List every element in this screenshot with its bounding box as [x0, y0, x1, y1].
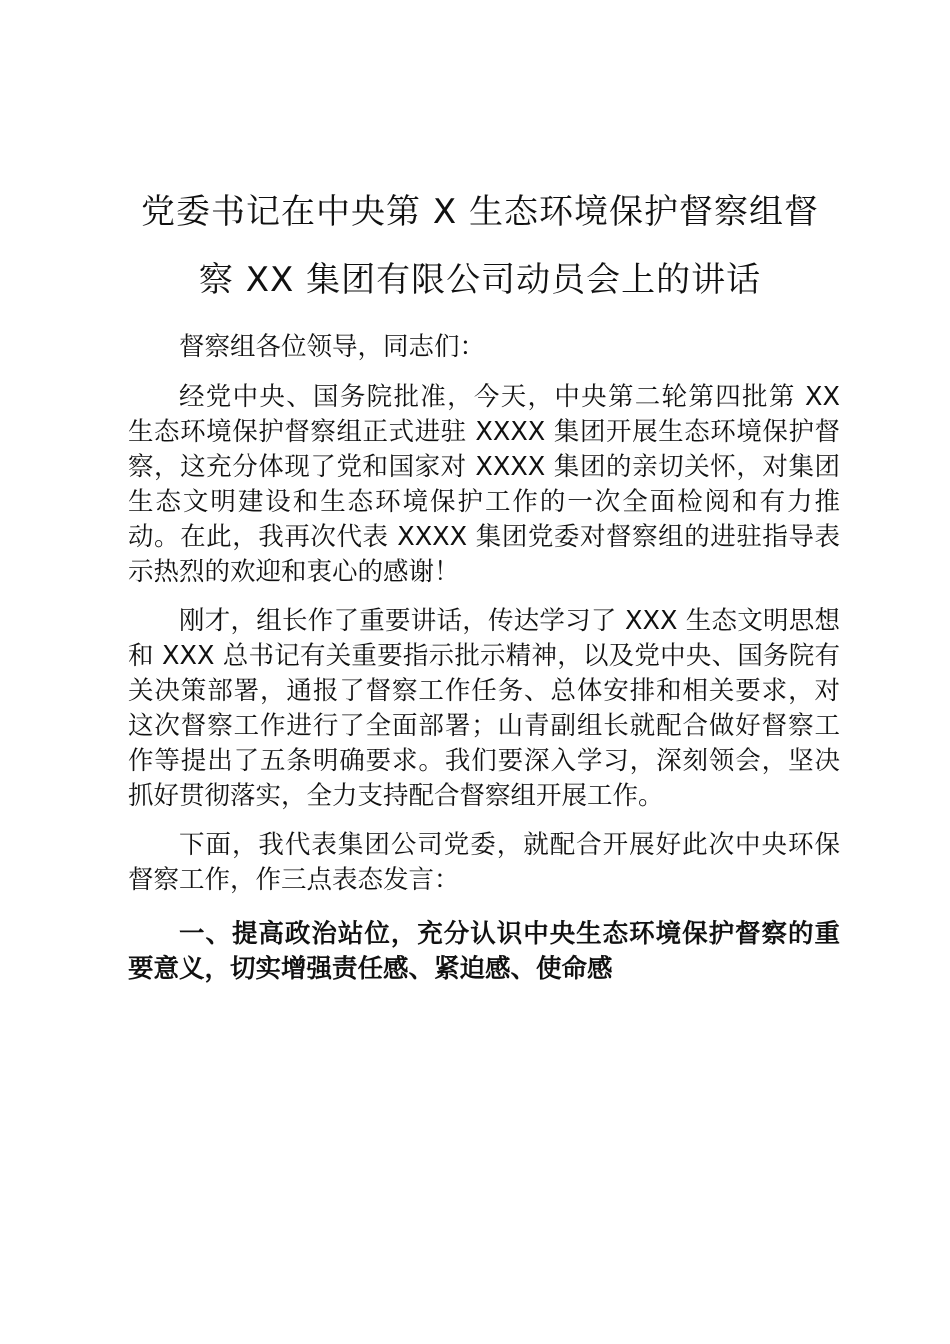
- paragraph-1: 经党中央、国务院批准，今天，中央第二轮第四批第 XX 生态环境保护督察组正式进驻 XXXX 集团开展生态环境保护督察，这充分体现了党和国家对 XXXX 集团的亲切关怀，对集团生态文明建设和生态环境保护工作的一次全面检阅和有力推动。在此，我再次代表 XXXX 集团党委对督察组的进驻指导表示热烈的欢迎和衷心的感谢！: [128, 382, 840, 587]
- paragraph-3: 下面，我代表集团公司党委，就配合开展好此次中央环保督察工作，作三点表态发言：: [128, 830, 840, 895]
- document-title-line-2: 察 XX 集团有限公司动员会上的讲话: [198, 260, 762, 300]
- greeting-block: [128, 330, 840, 365]
- document-title-line-1: 党委书记在中央第 X 生态环境保护督察组督: [141, 192, 819, 232]
- section-heading-1: 一、提高政治站位，充分认识中央生态环境保护督察的重要意义，切实增强责任感、紧迫感、使命感: [128, 919, 840, 984]
- paragraph-2-block: [128, 604, 840, 814]
- section-heading-1-block: [128, 917, 840, 987]
- paragraph-2: 刚才，组长作了重要讲话，传达学习了 XXX 生态文明思想和 XXX 总书记有关重要指示批示精神，以及党中央、国务院有关决策部署，通报了督察工作任务、总体安排和相关要求，对这次督察工作进行了全面部署；山青副组长就配合做好督察工作等提出了五条明确要求。我们要深入学习，深刻领会，坚决抓好贯彻落实，全力支持配合督察组开展工作。: [128, 606, 840, 811]
- paragraph-1-block: [128, 380, 840, 590]
- paragraph-3-block: [128, 828, 840, 898]
- greeting-text: 督察组各位领导，同志们：: [179, 332, 486, 362]
